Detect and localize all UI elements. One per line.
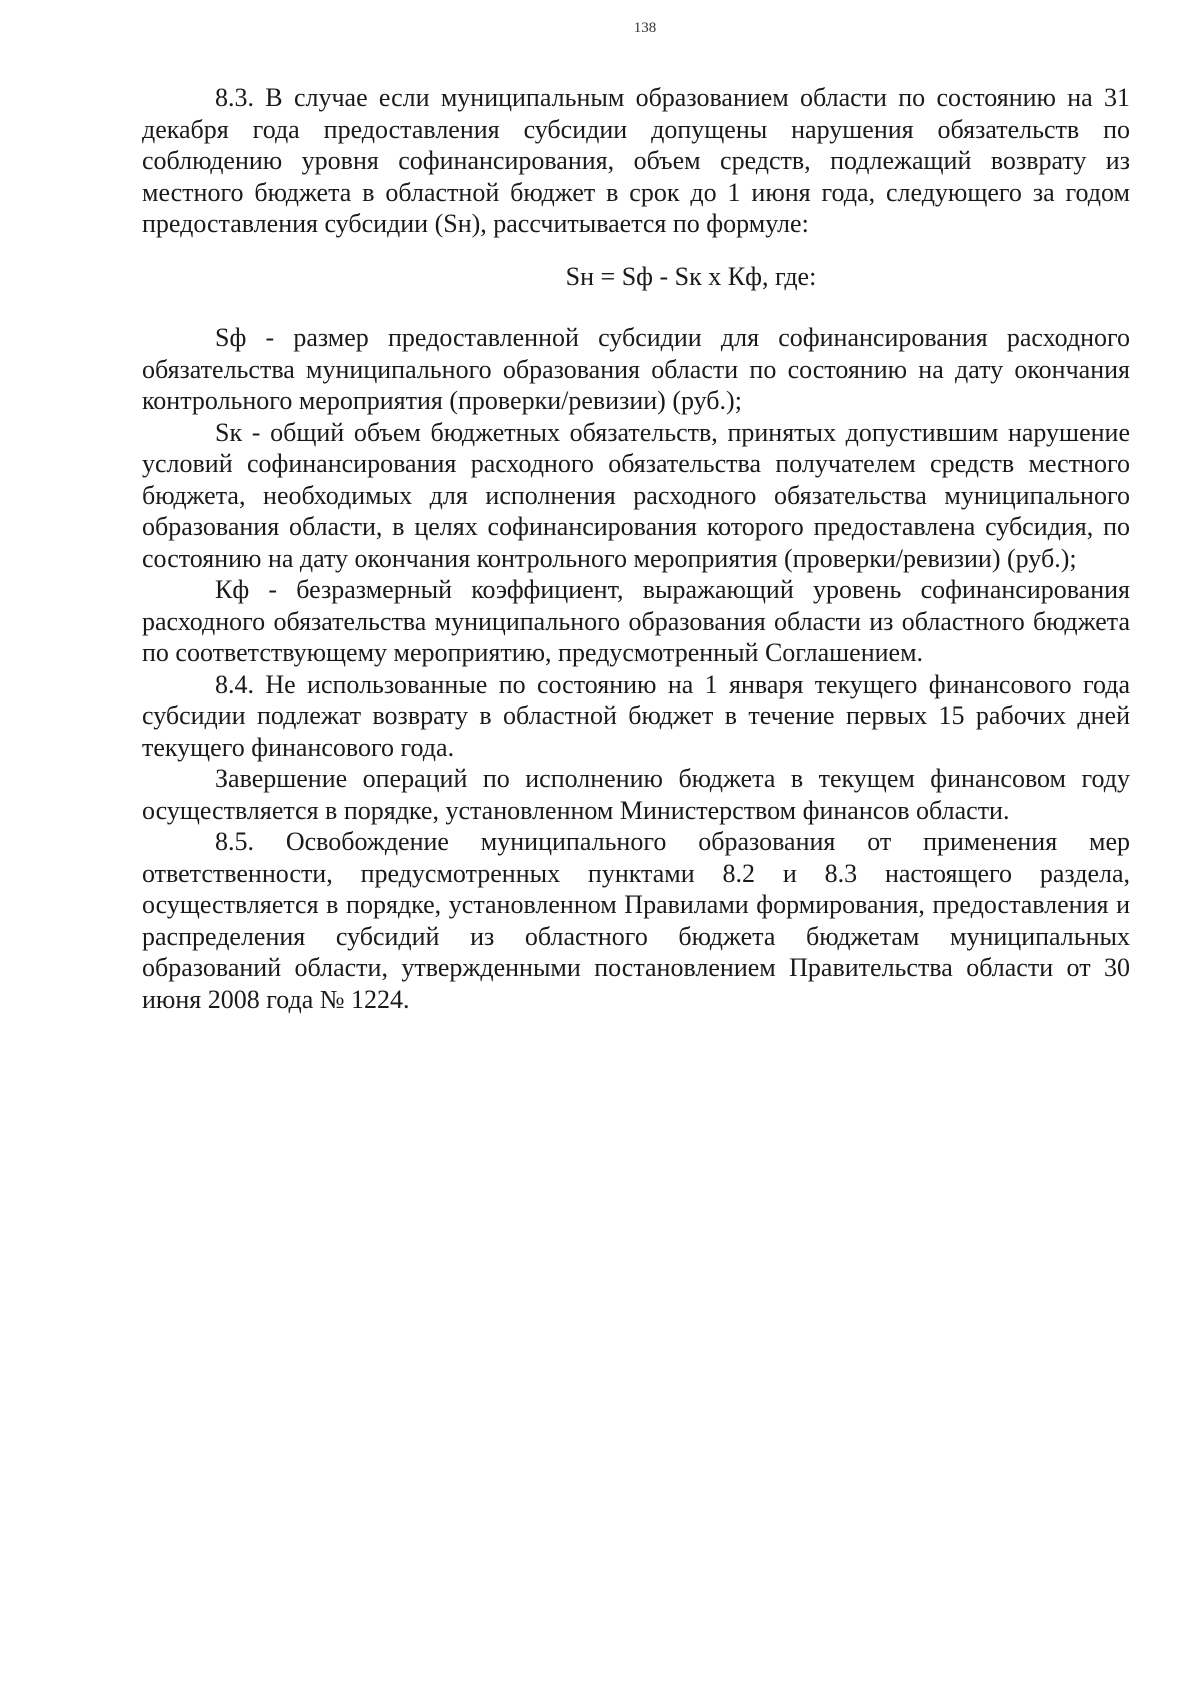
formula: Sн = Sф - Sк х Кф, где:: [565, 261, 817, 291]
paragraph-8-5: 8.5. Освобождение муниципального образования от применения мер ответственности, предусмотренных пунктами 8.2 и 8.3 настоящего раздела, осуществляется в порядке, установленном Правилами формирования, предоставления и распределения субсидий из областного бюджета бюджетам муниципальных образований области, утвержденными постановлением Правительства области от 30 июня 2008 года № 1224.: [142, 827, 1130, 1014]
definition-sk: Sк - общий объем бюджетных обязательств, принятых допустившим нарушение условий софинансирования расходного обязательства получателем средств местного бюджета, необходимых для исполнения расходного обязательства муниципального образования области, в целях софинансирования которого предоставлена субсидия, по состоянию на дату окончания контрольного мероприятия (проверки/ревизии) (руб.);: [142, 417, 1130, 573]
paragraph-8-4: 8.4. Не использованные по состоянию на 1 января текущего финансового года субсидии подлежат возврату в областной бюджет в течение первых 15 рабочих дней текущего финансового года.: [142, 669, 1130, 762]
paragraph-completion: Завершение операций по исполнению бюджета в текущем финансовом году осуществляется в порядке, установленном Министерством финансов области.: [142, 764, 1130, 825]
page-number: 138: [633, 20, 657, 36]
document-body: [142, 82, 1130, 1015]
definition-sf: Sф - размер предоставленной субсидии для софинансирования расходного обязательства муниципального образования области по состоянию на дату окончания контрольного мероприятия (проверки/ревизии) (руб.);: [142, 323, 1130, 415]
paragraph-8-3: 8.3. В случае если муниципальным образованием области по состоянию на 31 декабря года предоставления субсидии допущены нарушения обязательств по соблюдению уровня софинансирования, объем средств, подлежащий возврату из местного бюджета в областной бюджет в срок до 1 июня года, следующего за годом предоставления субсидии (Sн), рассчитывается по формуле:: [142, 83, 1130, 238]
definition-kf: Кф - безразмерный коэффициент, выражающий уровень софинансирования расходного обязательства муниципального образования области из областного бюджета по соответствующему мероприятию, предусмотренный Соглашением.: [142, 575, 1130, 667]
